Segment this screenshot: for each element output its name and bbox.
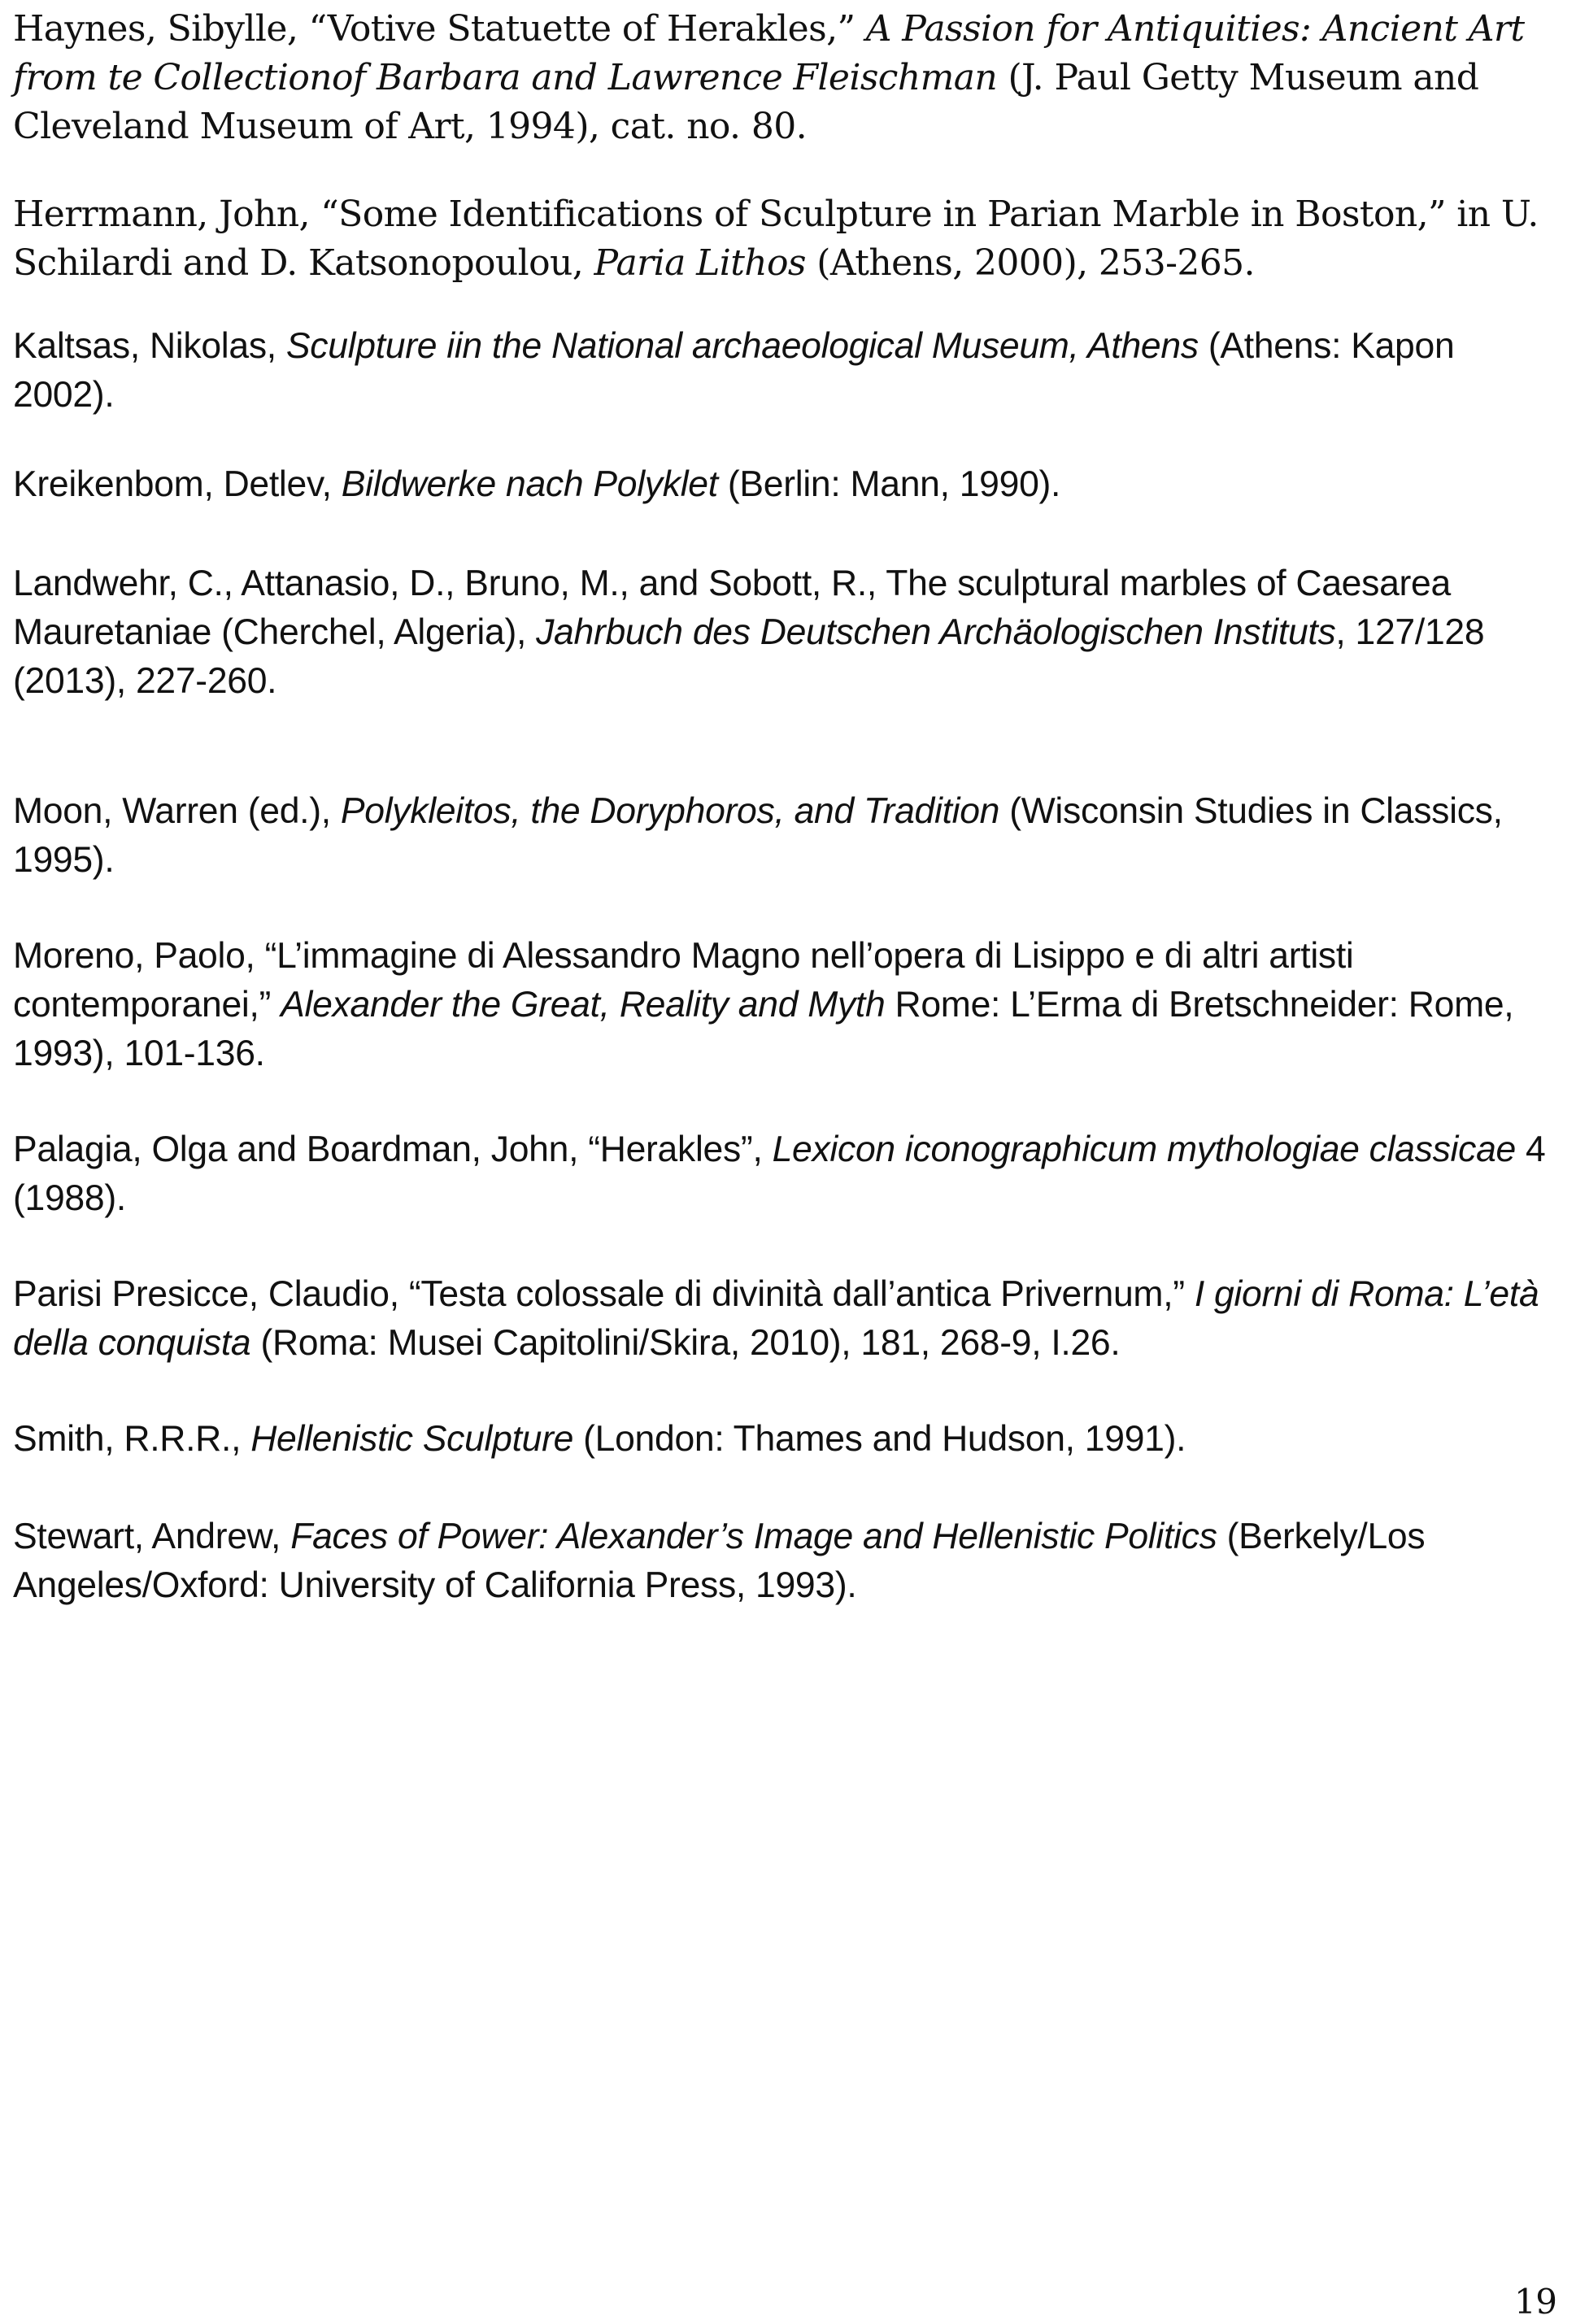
entry-author: Stewart, Andrew, — [13, 1517, 291, 1556]
bibliography-entry — [13, 1270, 1562, 1368]
bibliography-entry — [13, 460, 1562, 509]
entry-publication: (Berkely/Los Angeles/Oxford: University of California Press, 1993). — [13, 1517, 1426, 1605]
bibliography-entry — [13, 1125, 1562, 1223]
entry-publication: (Athens: Kapon 2002). — [13, 326, 1455, 415]
entry-publication: (London: Thames and Hudson, 1991). — [573, 1419, 1186, 1459]
entry-publication: (Berlin: Mann, 1990). — [717, 464, 1061, 504]
entry-publication: , 127/128 (2013), 227-260. — [13, 612, 1485, 701]
entry-author: Herrmann, John, — [13, 194, 321, 235]
entry-italic-title: Bildwerke nach Polyklet — [341, 464, 718, 504]
entry-italic-title: Lexicon iconographicum mythologiae classicae — [772, 1129, 1516, 1169]
entry-publication: (Athens, 2000), 253-265. — [805, 242, 1255, 284]
entry-publication: Rome: L’Erma di Bretschneider: Rome, 1993), 101-136. — [13, 985, 1514, 1073]
entry-title: “Some Identifications of Sculpture in Parian Marble in Boston,” in U. Schilardi and D. Katsonopoulou, — [13, 194, 1539, 284]
bibliography-entry — [13, 5, 1562, 151]
entry-author: Kreikenbom, Detlev, — [13, 464, 342, 504]
entry-author: Landwehr, C., Attanasio, D., Bruno, M., and Sobott, R., — [13, 564, 886, 603]
bibliography-entry — [13, 559, 1562, 706]
entry-italic-title: Polykleitos, the Doryphoros, and Tradition — [340, 791, 1000, 831]
entry-author: Moreno, Paolo, — [13, 936, 265, 976]
entry-author: Parisi Presicce, Claudio, — [13, 1274, 409, 1314]
entry-italic-title: Alexander the Great, Reality and Myth — [281, 985, 886, 1025]
page-number: 19 — [1514, 2282, 1557, 2322]
entry-title: “L’immagine di Alessandro Magno nell’opera di Lisippo e di altri artisti contemporanei,” — [13, 936, 1354, 1025]
bibliography-entry — [13, 1415, 1562, 1464]
entry-author: Kaltsas, Nikolas, — [13, 326, 286, 366]
entry-italic-title: Faces of Power: Alexander’s Image and Hellenistic Politics — [290, 1517, 1217, 1556]
bibliography-entry — [13, 932, 1562, 1078]
entry-author: Palagia, Olga and Boardman, John, — [13, 1129, 589, 1169]
entry-publication: (Wisconsin Studies in Classics, 1995). — [13, 791, 1503, 880]
entry-italic-title: Paria Lithos — [594, 242, 806, 284]
entry-italic-title: Hellenistic Sculpture — [250, 1419, 574, 1459]
entry-publication: 4 (1988). — [13, 1129, 1546, 1218]
entry-title: “Votive Statuette of Herakles,” — [308, 8, 866, 50]
entry-title: The sculptural marbles of Caesarea Mauretaniae (Cherchel, Algeria), — [13, 564, 1451, 652]
entry-publication: (J. Paul Getty Museum and Cleveland Museum of Art, 1994), cat. no. 80. — [13, 57, 1479, 147]
entry-author: Smith, R.R.R., — [13, 1419, 251, 1459]
bibliography-entry — [13, 787, 1562, 885]
entry-italic-title: Sculpture iin the National archaeological Museum, Athens — [285, 326, 1199, 366]
bibliography-entry — [13, 322, 1562, 420]
bibliography-entry — [13, 1512, 1562, 1610]
entry-italic-title: Jahrbuch des Deutschen Archäologischen Instituts — [536, 612, 1336, 652]
entry-title: “Herakles”, — [588, 1129, 773, 1169]
entry-italic-title: I giorni di Roma: L’età della conquista — [13, 1274, 1539, 1363]
entry-italic-title: A Passion for Antiquities: Ancient Art from te Collectionof Barbara and Lawrence Fleischman — [13, 8, 1525, 98]
entry-publication: (Roma: Musei Capitolini/Skira, 2010), 181, 268-9, I.26. — [250, 1323, 1121, 1363]
entry-title: “Testa colossale di divinità dall’antica Privernum,” — [408, 1274, 1195, 1314]
entry-author: Moon, Warren (ed.), — [13, 791, 341, 831]
bibliography-entry — [13, 190, 1562, 288]
entry-author: Haynes, Sibylle, — [13, 8, 309, 50]
